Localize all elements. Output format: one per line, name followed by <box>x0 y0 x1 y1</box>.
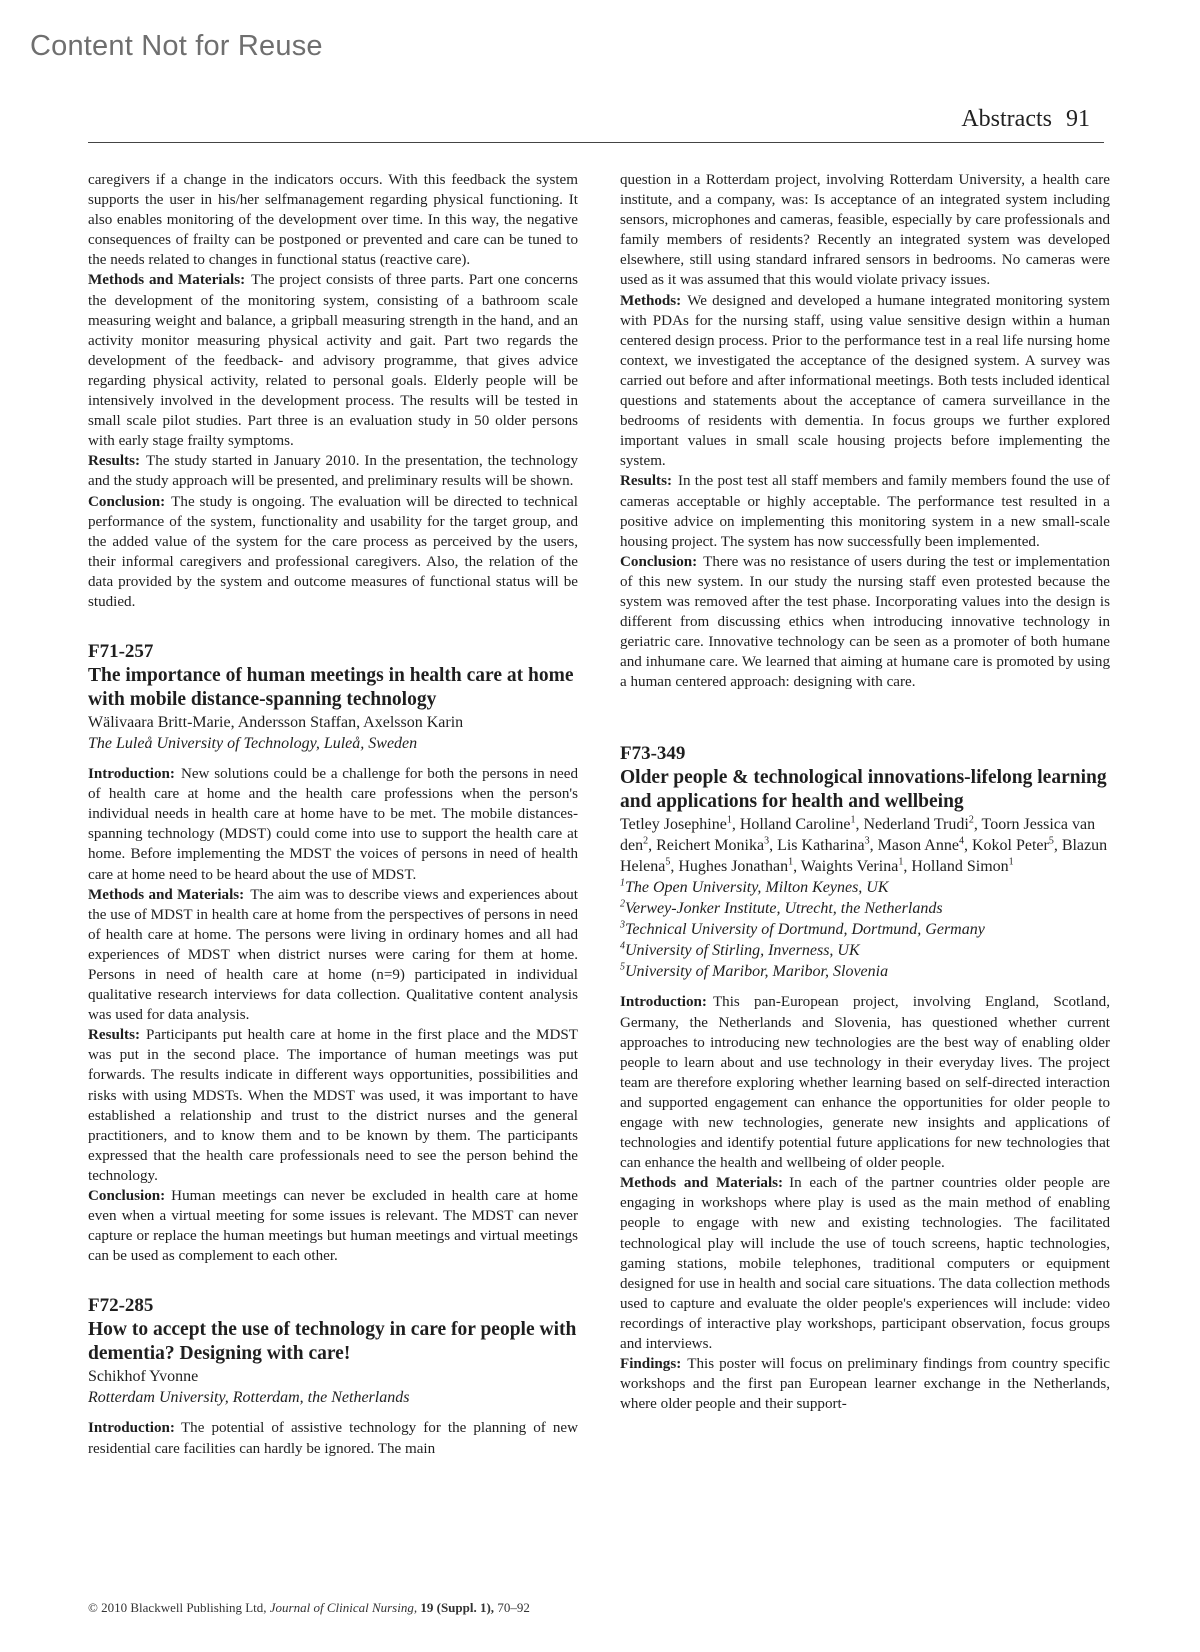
affiliation-marker: 4 <box>620 941 625 953</box>
intro-label: Introduction: <box>88 1420 175 1437</box>
abstract-authors: Schikhof Yvonne <box>88 1368 199 1386</box>
author-name: Toorn Jessica van den <box>620 816 1096 855</box>
affiliation-marker: 1 <box>620 878 625 890</box>
author-name: Lis Katharina <box>777 837 865 855</box>
methods-text: The project consists of three parts. Part one concerns the development of the monitoring system, consisting of a bathroom scale measuring weight and balance, a gripball measuring strength in the hand, and an activity monitor measuring physical activity and gait. Part two regards the development of the feedback- and advisory programme, that gives advice regarding physical activity, related to personal goals. Elderly people will be intensively involved in the development process. The results will be tested in small scale pilot studies. Part three is an evaluation study in 50 older persons with early stage frailty symptoms. <box>88 272 578 450</box>
footer-journal: Journal of Clinical Nursing, <box>269 1600 418 1615</box>
results-text: In the post test all staff members and family members found the use of cameras acceptable or highly acceptable. The performance test resulted in a positive advice on implementing this monitoring system in a new small-scale housing project. The system has now successfully been implemented. <box>620 473 1110 550</box>
conclusion-paragraph <box>88 1186 578 1266</box>
intro-label: Introduction: <box>620 994 707 1011</box>
affiliation-marker: 2 <box>620 899 625 911</box>
abstract-title: Older people & technological innovations-lifelong learning and applications for health and wellbeing <box>620 767 1107 813</box>
affiliation-marker: 5 <box>620 962 625 974</box>
abstract-id: F71-257 <box>88 641 154 663</box>
methods-text: The aim was to describe views and experiences about the use of MDST in health care at home from the perspectives of persons in need of health care at home. The persons were living in ordinary homes and all had experiences of MDST when district nurses were caring for them at home. Persons in need of health care at home (n=9) participated in individual qualitative research interviews for data collection. Qualitative content analysis was used for data analysis. <box>88 886 578 1024</box>
abstract-id: F73-349 <box>620 743 686 765</box>
abstract-f71 <box>88 640 578 1266</box>
affiliation-line <box>620 919 1110 940</box>
author-affiliation-marker: 4 <box>958 836 964 848</box>
intro-text: New solutions could be a challenge for both the persons in need of health care at home and the health care professions when the person's individual needs in health care at home have to be met. The mobile distances-spanning technology (MDST) could come into use to support the health care at home. Before implementing the MDST the voices of persons in need of health care at home need to be heard about the use of MDST. <box>88 766 578 883</box>
author-affiliation-marker: 1 <box>850 815 856 827</box>
methods-label: Methods and Materials: <box>620 1175 784 1192</box>
methods-label: Methods: <box>620 292 682 309</box>
continued-results-paragraph <box>620 471 1110 551</box>
left-column <box>88 170 578 1459</box>
methods-text: In each of the partner countries older people are engaging in workshops where play is used as the main method of enabling people to engage with new and existing technologies. The facilitated technological play will include the use of touch screens, haptic technologies, gaming stations, mobile telephones, traditional computers or equipment designed for use in health and social care situations. The data collection methods used to capture and evaluate the older people's experiences will include: video recordings of interactive play workshops, participant observation, focus groups and interviews. <box>620 1175 1110 1353</box>
results-label: Results: <box>88 1027 140 1044</box>
abstract-affiliation: The Luleå University of Technology, Luleå, Sweden <box>88 735 418 753</box>
continued-conclusion-paragraph <box>88 492 578 613</box>
conclusion-text: The study is ongoing. The evaluation will be directed to technical performance of the system, functionality and usability for the target group, and the added value of the system for the care process as perceived by the users, their informal caregivers and professional caregivers. Also, the relation of the data provided by the system and outcome measures of functional status will be studied. <box>88 493 578 610</box>
abstract-affiliation: Rotterdam University, Rotterdam, the Netherlands <box>88 1389 410 1407</box>
header-rule <box>88 142 1104 143</box>
author-name: Blazun Helena <box>620 837 1108 876</box>
abstract-authors: Wälivaara Britt-Marie, Andersson Staffan, Axelsson Karin <box>88 714 464 732</box>
affiliation-text: Technical University of Dortmund, Dortmund, Germany <box>625 921 985 939</box>
intro-paragraph <box>88 764 578 885</box>
author-affiliation-marker: 1 <box>788 857 794 869</box>
page-footer <box>88 1600 530 1616</box>
intro-text: The potential of assistive technology for the planning of new residential care facilities can hardly be ignored. The main <box>88 1420 578 1457</box>
author-name: Tetley Josephine <box>620 816 727 834</box>
abstract-f72 <box>88 1294 578 1458</box>
continued-methods-paragraph <box>620 291 1110 472</box>
findings-paragraph <box>620 1354 1110 1414</box>
abstract-title: The importance of human meetings in health care at home with mobile distance-spanning technology <box>88 665 574 711</box>
footer-copyright: © 2010 Blackwell Publishing Ltd, <box>88 1600 267 1615</box>
findings-label: Findings: <box>620 1356 682 1373</box>
author-name: Reichert Monika <box>656 837 765 855</box>
continued-intro-paragraph: question in a Rotterdam project, involving Rotterdam University, a health care institute, and a company, was: Is acceptance of an integrated system including sensors, microphones and cameras, feasible, especially by care professionals and family members of residents? Recently an integrated system was developed elsewhere, still using standard infrared sensors in bedrooms. No cameras were used as it was assumed that this would violate privacy issues. <box>620 172 1110 289</box>
intro-text: This pan-European project, involving England, Scotland, Germany, the Netherlands and Slovenia, has questioned whether current approaches to introducing new technologies are the best way of enabling older people to learn about and use technology in their everyday lives. The project team are therefore exploring whether learning based on self-directed interaction and supported engagement can enhance the opportunities for older people to engage with new technologies, generate new insights and applications of technologies and identify potential future applications for new technologies that can enhance the health and wellbeing of older people. <box>620 994 1110 1172</box>
affiliation-text: University of Stirling, Inverness, UK <box>625 942 860 960</box>
affiliation-text: University of Maribor, Maribor, Slovenia <box>625 963 889 981</box>
author-affiliation-marker: 5 <box>665 857 671 869</box>
author-affiliation-marker: 1 <box>898 857 904 869</box>
conclusion-label: Conclusion: <box>620 553 698 570</box>
intro-label: Introduction: <box>88 766 175 783</box>
affiliation-marker: 3 <box>620 920 625 932</box>
results-text: Participants put health care at home in the first place and the MDST was put in the second place. The importance of human meetings was put forwards. The results indicate in different ways opportunities, possibilities and risks with using MDSTs. When the MDST was used, it was important to have established a relationship and trust to the district nurses and the general practitioners, and to know them and to be known by them. The participants expressed that the health care professionals need to see the person behind the technology. <box>88 1027 578 1184</box>
methods-label: Methods and Materials: <box>88 886 245 903</box>
continued-methods-paragraph <box>88 270 578 451</box>
author-name: Holland Simon <box>911 858 1009 876</box>
intro-paragraph <box>620 992 1110 1173</box>
affiliation-line <box>620 898 1110 919</box>
page-number: 91 <box>1066 106 1090 132</box>
conclusion-label: Conclusion: <box>88 493 166 510</box>
methods-paragraph <box>620 1173 1110 1354</box>
abstract-title: How to accept the use of technology in care for people with dementia? Designing with care! <box>88 1319 577 1365</box>
results-paragraph <box>88 1025 578 1186</box>
conclusion-text: There was no resistance of users during the test or implementation of this new system. In our study the nursing staff even protested because the system was removed after the test phase. Incorporating values into the design is different from discussing ethics when introducing innovative technology in geriatric care. Innovative technology can be seen as a promoter of both humane and inhumane care. We learned that aiming at humane care is promoted by using a human centered approach: designing with care. <box>620 553 1110 691</box>
abstract-authors: Tetley Josephine$^1$, Holland Caroline$^1$, Nederland Trudi$^2$, Toorn Jessica van den$^2$, Reichert Monika$^3$, Lis Katharina$^3$, Mason Anne$^4$, Kokol Peter$^5$, Blazun Helena$^5$, Hughes Jonathan$^1$, Waights Verina$^1$, Holland Simon$^1$ <box>620 815 1108 876</box>
affiliation-line <box>620 940 1110 961</box>
continued-conclusion-paragraph <box>620 552 1110 693</box>
continued-intro-paragraph: caregivers if a change in the indicators occurs. With this feedback the system supports the user in his/her selfmanagement regarding physical functioning. It also enables monitoring of the development over time. In this way, the negative consequences of frailty can be postponed or prevented and care can be tuned to the needs related to changes in functional status (reactive care). <box>88 172 578 269</box>
findings-text: This poster will focus on preliminary findings from country specific workshops and the first pan European learner exchange in the Netherlands, where older people and their support- <box>620 1356 1110 1413</box>
right-column <box>620 170 1110 1414</box>
footer-volume: 19 <box>420 1600 434 1615</box>
author-name: Kokol Peter <box>971 837 1049 855</box>
watermark: Content Not for Reuse <box>30 30 323 62</box>
abstract-affiliations <box>620 877 1110 982</box>
author-affiliation-marker: 5 <box>1048 836 1054 848</box>
methods-paragraph <box>88 885 578 1026</box>
methods-text: We designed and developed a humane integrated monitoring system with PDAs for the nursing staff, using value sensitive design within a human centered design process. Prior to the performance test in a real life nursing home context, we investigated the acceptance of the designed system. A survey was carried out before and after informational meetings. Both tests included identical questions and statements about the acceptance of camera surveillance in the bedrooms of residents with dementia. In focus groups we further explored important values in small scale housing projects before implementing the system. <box>620 292 1110 470</box>
running-head <box>961 106 1090 133</box>
footer-issue: (Suppl. 1), <box>436 1600 495 1615</box>
author-name: Nederland Trudi <box>863 816 969 834</box>
continued-results-paragraph <box>88 451 578 491</box>
affiliation-line <box>620 961 1110 982</box>
author-affiliation-marker: 3 <box>864 836 870 848</box>
author-affiliation-marker: 1 <box>726 815 732 827</box>
author-name: Waights Verina <box>800 858 899 876</box>
author-affiliation-marker: 2 <box>968 815 974 827</box>
author-affiliation-marker: 2 <box>643 836 649 848</box>
conclusion-label: Conclusion: <box>88 1188 166 1205</box>
results-label: Results: <box>620 473 672 490</box>
abstract-f73 <box>620 742 1110 1414</box>
intro-paragraph <box>88 1418 578 1458</box>
affiliation-text: The Open University, Milton Keynes, UK <box>625 879 889 897</box>
running-head-title: Abstracts <box>961 106 1052 132</box>
results-text: The study started in January 2010. In the presentation, the technology and the study approach will be presented, and preliminary results will be shown. <box>88 453 578 490</box>
affiliation-text: Verwey-Jonker Institute, Utrecht, the Netherlands <box>625 900 943 918</box>
methods-label: Methods and Materials: <box>88 272 246 289</box>
author-affiliation-marker: 1 <box>1008 857 1014 869</box>
conclusion-text: Human meetings can never be excluded in health care at home even when a virtual meeting for some issues is relevant. The MDST can never capture or replace the human meetings but human meetings and virtual meetings can be used as complement to each other. <box>88 1188 578 1265</box>
author-name: Holland Caroline <box>739 816 851 834</box>
author-name: Hughes Jonathan <box>678 858 789 876</box>
author-name: Mason Anne <box>877 837 959 855</box>
abstract-id: F72-285 <box>88 1295 154 1317</box>
author-affiliation-marker: 3 <box>764 836 770 848</box>
results-label: Results: <box>88 453 140 470</box>
footer-pages: 70–92 <box>497 1600 530 1615</box>
affiliation-line <box>620 877 1110 898</box>
